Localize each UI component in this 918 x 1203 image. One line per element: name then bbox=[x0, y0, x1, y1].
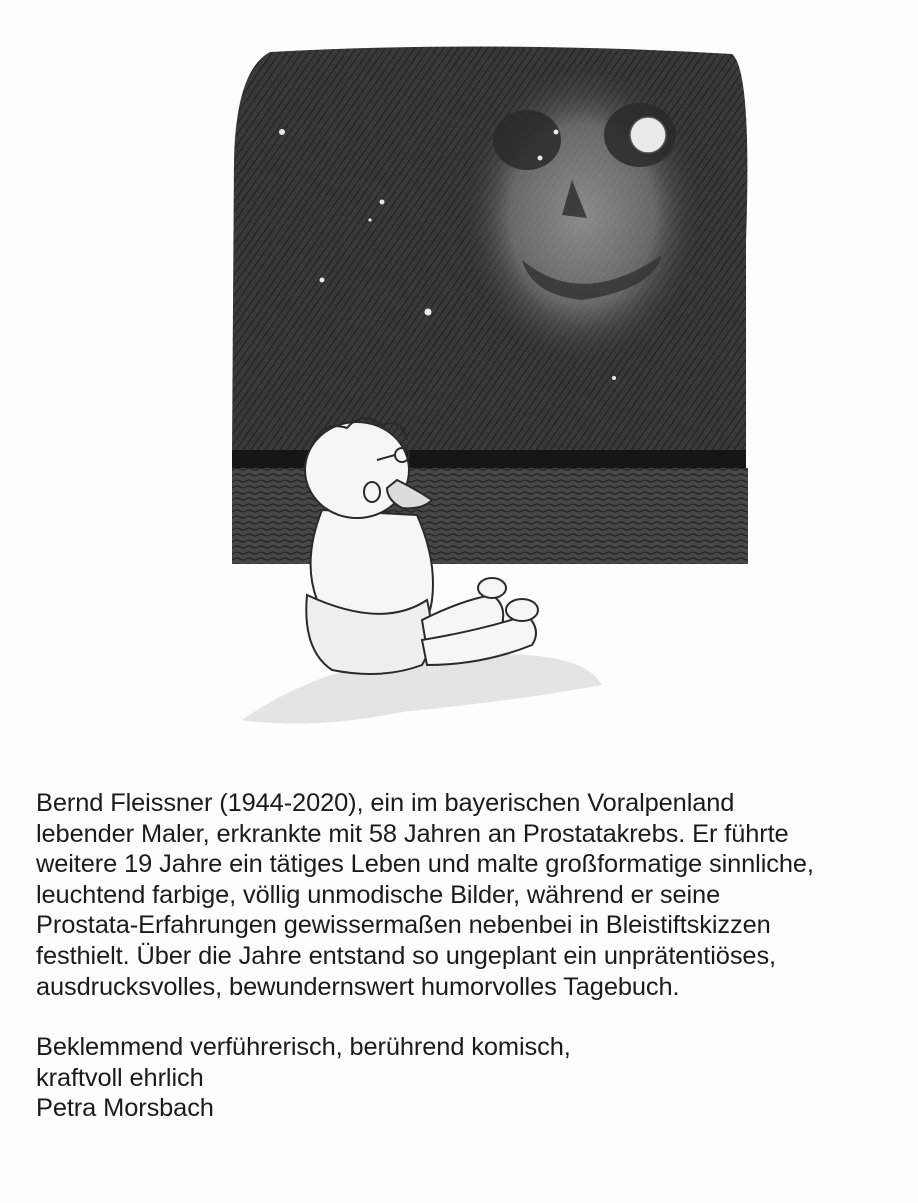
skull-cloud bbox=[462, 65, 702, 365]
author-name: Petra Morsbach bbox=[36, 1094, 214, 1123]
text-line: Beklemmend verführerisch, berührend komisch, bbox=[36, 1033, 571, 1062]
text-line: Bernd Fleissner (1944-2020), ein im bayerischen Voralpenland bbox=[36, 789, 735, 817]
text-line: lebender Maler, erkrankte mit 58 Jahren an Prostatakrebs. Er führte bbox=[36, 819, 789, 848]
moon-icon bbox=[630, 117, 666, 153]
text-line: Prostata-Erfahrungen gewissermaßen nebenbei in Bleistiftskizzen bbox=[36, 911, 771, 940]
paragraph-biography bbox=[36, 788, 916, 1002]
text-line: leuchtend farbige, völlig unmodische Bilder, während er seine bbox=[36, 880, 721, 909]
text-line: festhielt. Über die Jahre entstand so ungeplant ein unprätentiöses, bbox=[36, 941, 776, 970]
description-text bbox=[36, 788, 916, 1124]
paragraph-quote bbox=[36, 1032, 916, 1124]
text-line: kraftvoll ehrlich bbox=[36, 1063, 204, 1092]
pencil-illustration bbox=[222, 40, 762, 730]
text-line: weitere 19 Jahre ein tätiges Leben und malte großformatige sinnliche, bbox=[36, 850, 814, 879]
text-line: ausdrucksvolles, bewundernswert humorvolles Tagebuch. bbox=[36, 972, 680, 1001]
